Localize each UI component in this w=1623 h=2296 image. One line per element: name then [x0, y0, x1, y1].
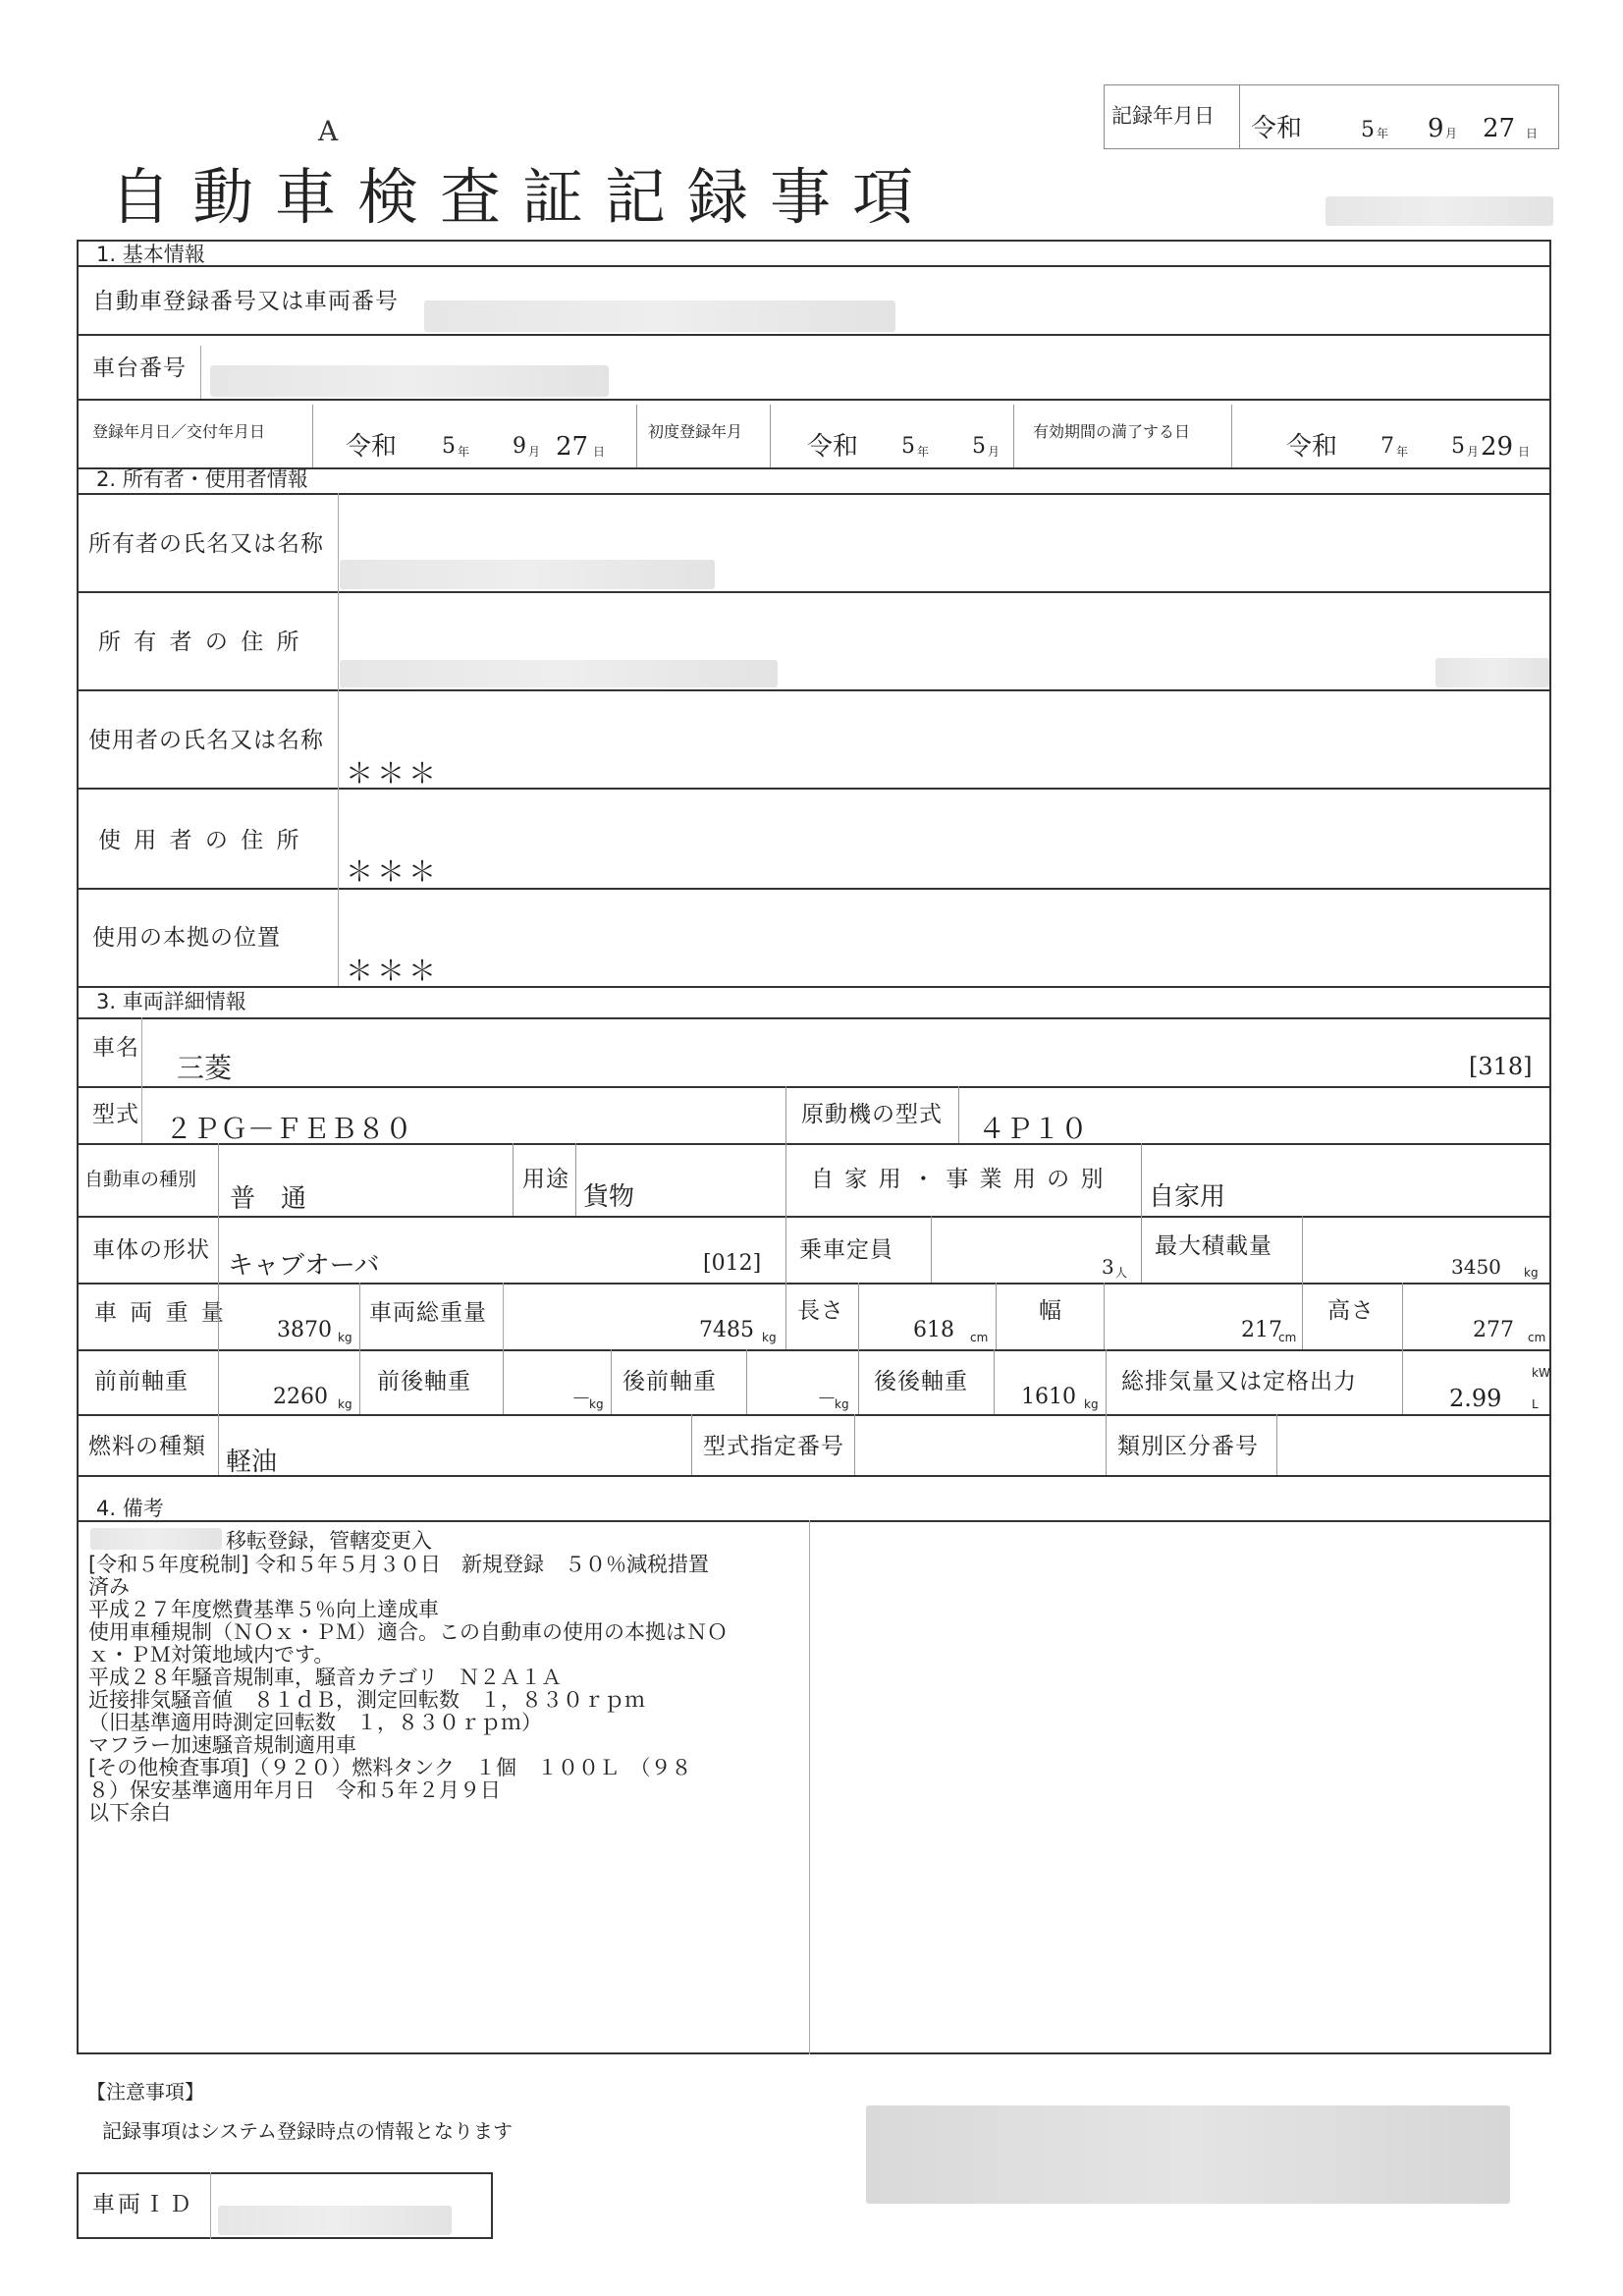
width-value: 217 [1241, 1318, 1282, 1342]
redacted-owner-name [340, 560, 715, 589]
displacement-value: 2.99 [1449, 1385, 1502, 1412]
engine-label: 原動機の型式 [801, 1102, 943, 1127]
owner-address-label: 所 有 者 の 住 所 [98, 629, 302, 655]
remark-line: （旧基準適用時測定回転数 １，８３０ｒｐｍ） [88, 1711, 542, 1734]
rf-axle-unit: kg [835, 1397, 849, 1411]
width-label: 幅 [1039, 1298, 1062, 1324]
length-unit: cm [970, 1331, 989, 1344]
record-date-label: 記録年月日 [1111, 104, 1215, 128]
remark-line: 平成２７年度燃費基準５％向上達成車 [88, 1598, 439, 1621]
user-address-label: 使 用 者 の 住 所 [98, 828, 302, 853]
body-code: [012] [703, 1251, 762, 1276]
width-unit: cm [1278, 1331, 1297, 1344]
remark-line: 移転登録，管轄変更入 [226, 1529, 432, 1553]
height-value: 277 [1473, 1318, 1514, 1342]
gross-value: 7485 [699, 1318, 754, 1342]
fr-axle-unit: kg [589, 1397, 604, 1411]
ff-axle-label: 前前軸重 [94, 1369, 189, 1394]
rr-axle-unit: kg [1084, 1397, 1099, 1411]
displacement-unit-top: kW [1532, 1366, 1550, 1380]
vehicle-id-label: 車両ＩＤ [92, 2192, 194, 2217]
fr-axle-label: 前後軸重 [377, 1369, 471, 1394]
owner-name-label: 所有者の氏名又は名称 [88, 531, 324, 557]
gross-label: 車両総重量 [369, 1300, 487, 1326]
redacted-remark-prefix [90, 1528, 222, 1550]
remark-line: ｘ・ＰＭ対策地域内です。 [88, 1643, 335, 1667]
displacement-label: 総排気量又は定格出力 [1121, 1369, 1357, 1394]
height-unit: cm [1528, 1331, 1546, 1344]
body-value: キャブオーバ [228, 1251, 380, 1281]
redacted-owner-address-extra [1435, 658, 1549, 687]
reg-number-label: 自動車登録番号又は車両番号 [92, 289, 399, 314]
reg-date-label: 登録年月日／交付年月日 [92, 422, 266, 441]
maker-label: 車名 [92, 1035, 139, 1061]
category-label: 類別区分番号 [1117, 1434, 1259, 1459]
notes-text: 記録事項はシステム登録時点の情報となります [102, 2119, 513, 2143]
remark-line: ８）保安基準適用年月日 令和５年２月９日 [88, 1778, 501, 1802]
notes-heading: 【注意事項】 [86, 2080, 204, 2104]
fuel-value: 軽油 [226, 1448, 278, 1477]
rf-axle-label: 後前軸重 [622, 1369, 717, 1394]
base-location-value: ＊＊＊ [346, 955, 441, 987]
section3-heading: 3. 車両詳細情報 [96, 990, 246, 1013]
engine-value: ４Ｐ１０ [978, 1113, 1089, 1145]
first-reg-label: 初度登録年月 [648, 422, 743, 441]
remark-line: 使用車種規制（ＮＯｘ・ＰＭ）適合。この自動車の使用の本拠はＮＯ [88, 1620, 728, 1644]
ff-axle-unit: kg [338, 1397, 352, 1411]
page-title: 自動車検査証記録事項 [110, 161, 936, 233]
body-label: 車体の形状 [92, 1237, 210, 1263]
redacted-reg-number [424, 301, 895, 332]
height-label: 高さ [1327, 1298, 1375, 1324]
maker-value: 三菱 [177, 1052, 233, 1084]
remark-line: マフラー加速騒音規制適用車 [88, 1733, 356, 1757]
capacity-unit: 人 [1115, 1266, 1128, 1280]
remark-line: 済み [88, 1575, 130, 1599]
weight-value: 3870 [277, 1318, 332, 1342]
form-letter: A [318, 115, 339, 147]
remark-line: 近接排気騒音値 ８１ｄＢ，測定回転数 １，８３０ｒｐｍ [88, 1688, 645, 1712]
redacted-owner-address [340, 660, 778, 687]
length-label: 長さ [797, 1298, 844, 1324]
max-load-label: 最大積載量 [1155, 1233, 1272, 1259]
user-name-label: 使用者の氏名又は名称 [88, 728, 324, 753]
redacted-chassis-number [210, 365, 609, 397]
gross-unit: kg [762, 1331, 777, 1344]
kind-label: 自動車の種別 [84, 1169, 197, 1190]
model-value: ２ＰＧ－ＦＥＢ８０ [165, 1113, 413, 1145]
maker-code: [318] [1469, 1053, 1533, 1080]
use-label: 用途 [522, 1167, 569, 1192]
remark-line: [令和５年度税制] 令和５年５月３０日 新規登録 ５０％減税措置 [88, 1553, 710, 1576]
redacted-vehicle-id [218, 2206, 452, 2235]
expiry-label: 有効期間の満了する日 [1033, 422, 1191, 441]
capacity-label: 乗車定員 [799, 1237, 893, 1263]
fr-axle-value: － [571, 1387, 591, 1410]
private-label: 自 家 用 ・ 事 業 用 の 別 [811, 1167, 1106, 1192]
weight-label: 車 両 重 量 [94, 1300, 227, 1326]
use-value: 貨物 [583, 1182, 635, 1212]
model-label: 型式 [92, 1102, 139, 1127]
remark-line: [その他検査事項]（９２０）燃料タンク １個 １００Ｌ （９８ [88, 1756, 692, 1779]
type-designation-label: 型式指定番号 [703, 1434, 844, 1459]
length-value: 618 [913, 1318, 954, 1342]
section4-heading: 4. 備考 [96, 1497, 164, 1520]
displacement-unit-bottom: L [1532, 1397, 1539, 1411]
user-name-value: ＊＊＊ [346, 757, 441, 790]
rr-axle-value: 1610 [1021, 1385, 1076, 1409]
kind-value: 普 通 [230, 1184, 307, 1214]
fuel-label: 燃料の種類 [88, 1434, 206, 1459]
remark-line: 以下余白 [88, 1801, 171, 1825]
weight-unit: kg [338, 1331, 352, 1344]
rr-axle-label: 後後軸重 [874, 1369, 968, 1394]
private-value: 自家用 [1149, 1182, 1226, 1212]
max-load-unit: kg [1524, 1266, 1539, 1280]
remark-line: 平成２８年騒音規制車，騒音カテゴリ Ｎ２Ａ１Ａ [88, 1666, 563, 1689]
user-address-value: ＊＊＊ [346, 855, 441, 888]
redacted-header-id [1325, 196, 1553, 226]
rf-axle-value: － [817, 1387, 837, 1410]
section1-heading: 1. 基本情報 [96, 243, 205, 266]
redacted-footer-block [866, 2105, 1510, 2204]
section2-heading: 2. 所有者・使用者情報 [96, 467, 308, 491]
max-load-value: 3450 [1451, 1255, 1501, 1279]
base-location-label: 使用の本拠の位置 [92, 925, 281, 951]
ff-axle-value: 2260 [273, 1385, 328, 1409]
capacity-value: 3 [1102, 1255, 1114, 1279]
chassis-label: 車台番号 [92, 355, 187, 381]
